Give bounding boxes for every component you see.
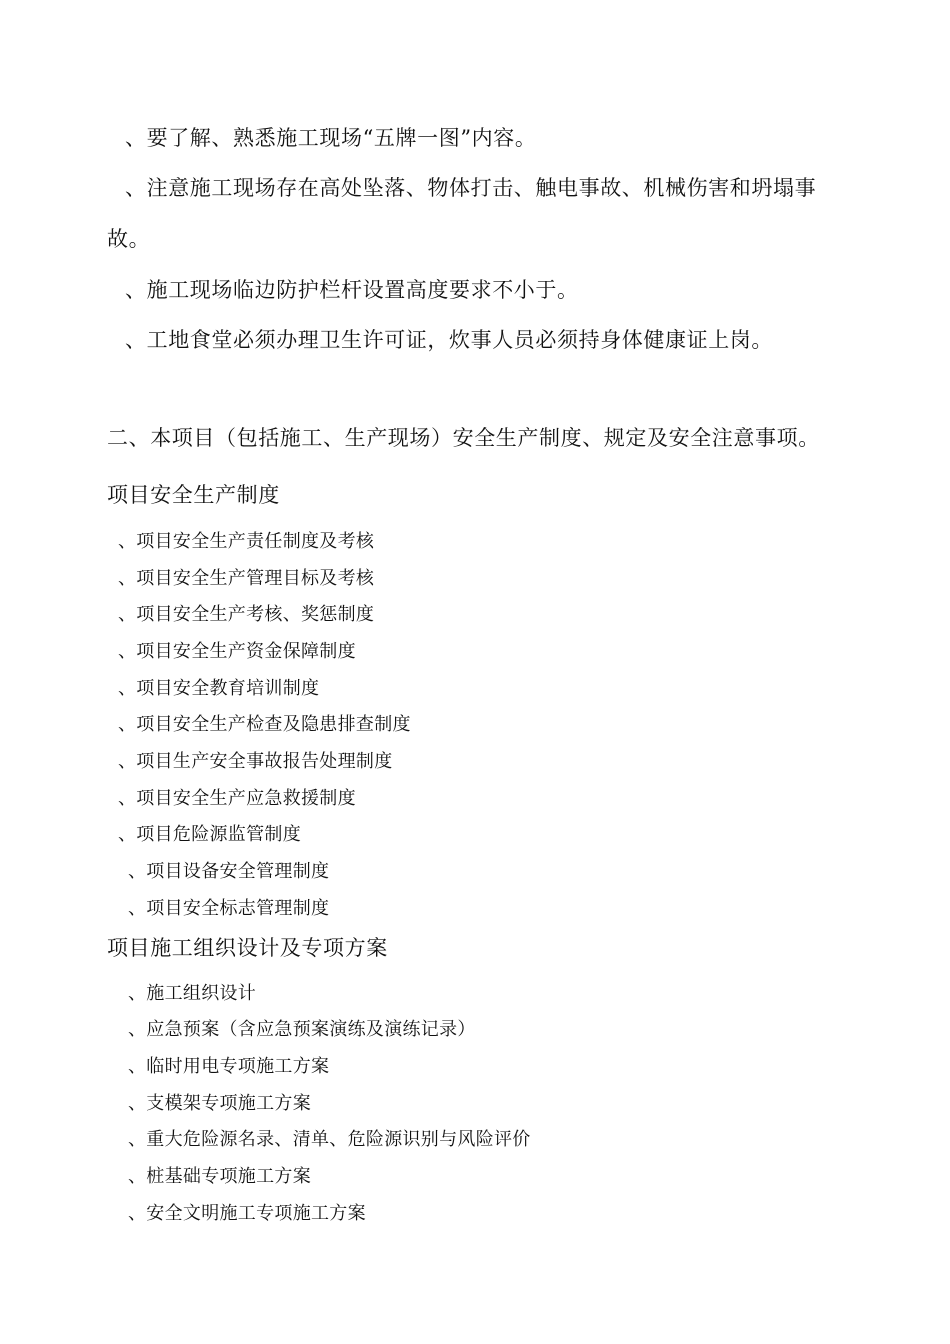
list-item: 、重大危险源名录、清单、危险源识别与风险评价 [128, 1129, 531, 1150]
group-title: 项目施工组织设计及专项方案 [107, 936, 388, 960]
section-heading: 二、本项目（包括施工、生产现场）安全生产制度、规定及安全注意事项。 [107, 426, 820, 450]
list-item: 、项目安全教育培训制度 [118, 678, 320, 699]
list-item: 、安全文明施工专项施工方案 [128, 1203, 366, 1224]
intro-item: 、工地食堂必须办理卫生许可证，炊事人员必须持身体健康证上岗。 [125, 328, 773, 352]
list-item: 、项目设备安全管理制度 [128, 861, 330, 882]
intro-item: 、要了解、熟悉施工现场“五牌一图”内容。 [125, 126, 537, 150]
list-item: 、项目安全生产资金保障制度 [118, 641, 356, 662]
group-title: 项目安全生产制度 [107, 483, 280, 507]
list-item: 、项目生产安全事故报告处理制度 [118, 751, 393, 772]
list-item: 、应急预案（含应急预案演练及演练记录） [128, 1019, 476, 1040]
list-item: 、项目安全生产应急救援制度 [118, 788, 356, 809]
intro-item: 、注意施工现场存在高处坠落、物体打击、触电事故、机械伤害和坍塌事 [125, 176, 817, 200]
list-item: 、项目危险源监管制度 [118, 824, 301, 845]
list-item: 、支模架专项施工方案 [128, 1093, 311, 1114]
intro-item: 、施工现场临边防护栏杆设置高度要求不小于。 [125, 278, 579, 302]
list-item: 、桩基础专项施工方案 [128, 1166, 311, 1187]
list-item: 、临时用电专项施工方案 [128, 1056, 330, 1077]
list-item: 、项目安全生产检查及隐患排查制度 [118, 714, 411, 735]
list-item: 、项目安全生产考核、奖惩制度 [118, 604, 375, 625]
list-item: 、施工组织设计 [128, 983, 257, 1004]
list-item: 、项目安全生产管理目标及考核 [118, 568, 375, 589]
list-item: 、项目安全标志管理制度 [128, 898, 330, 919]
intro-item-continuation: 故。 [107, 227, 151, 251]
list-item: 、项目安全生产责任制度及考核 [118, 531, 375, 552]
